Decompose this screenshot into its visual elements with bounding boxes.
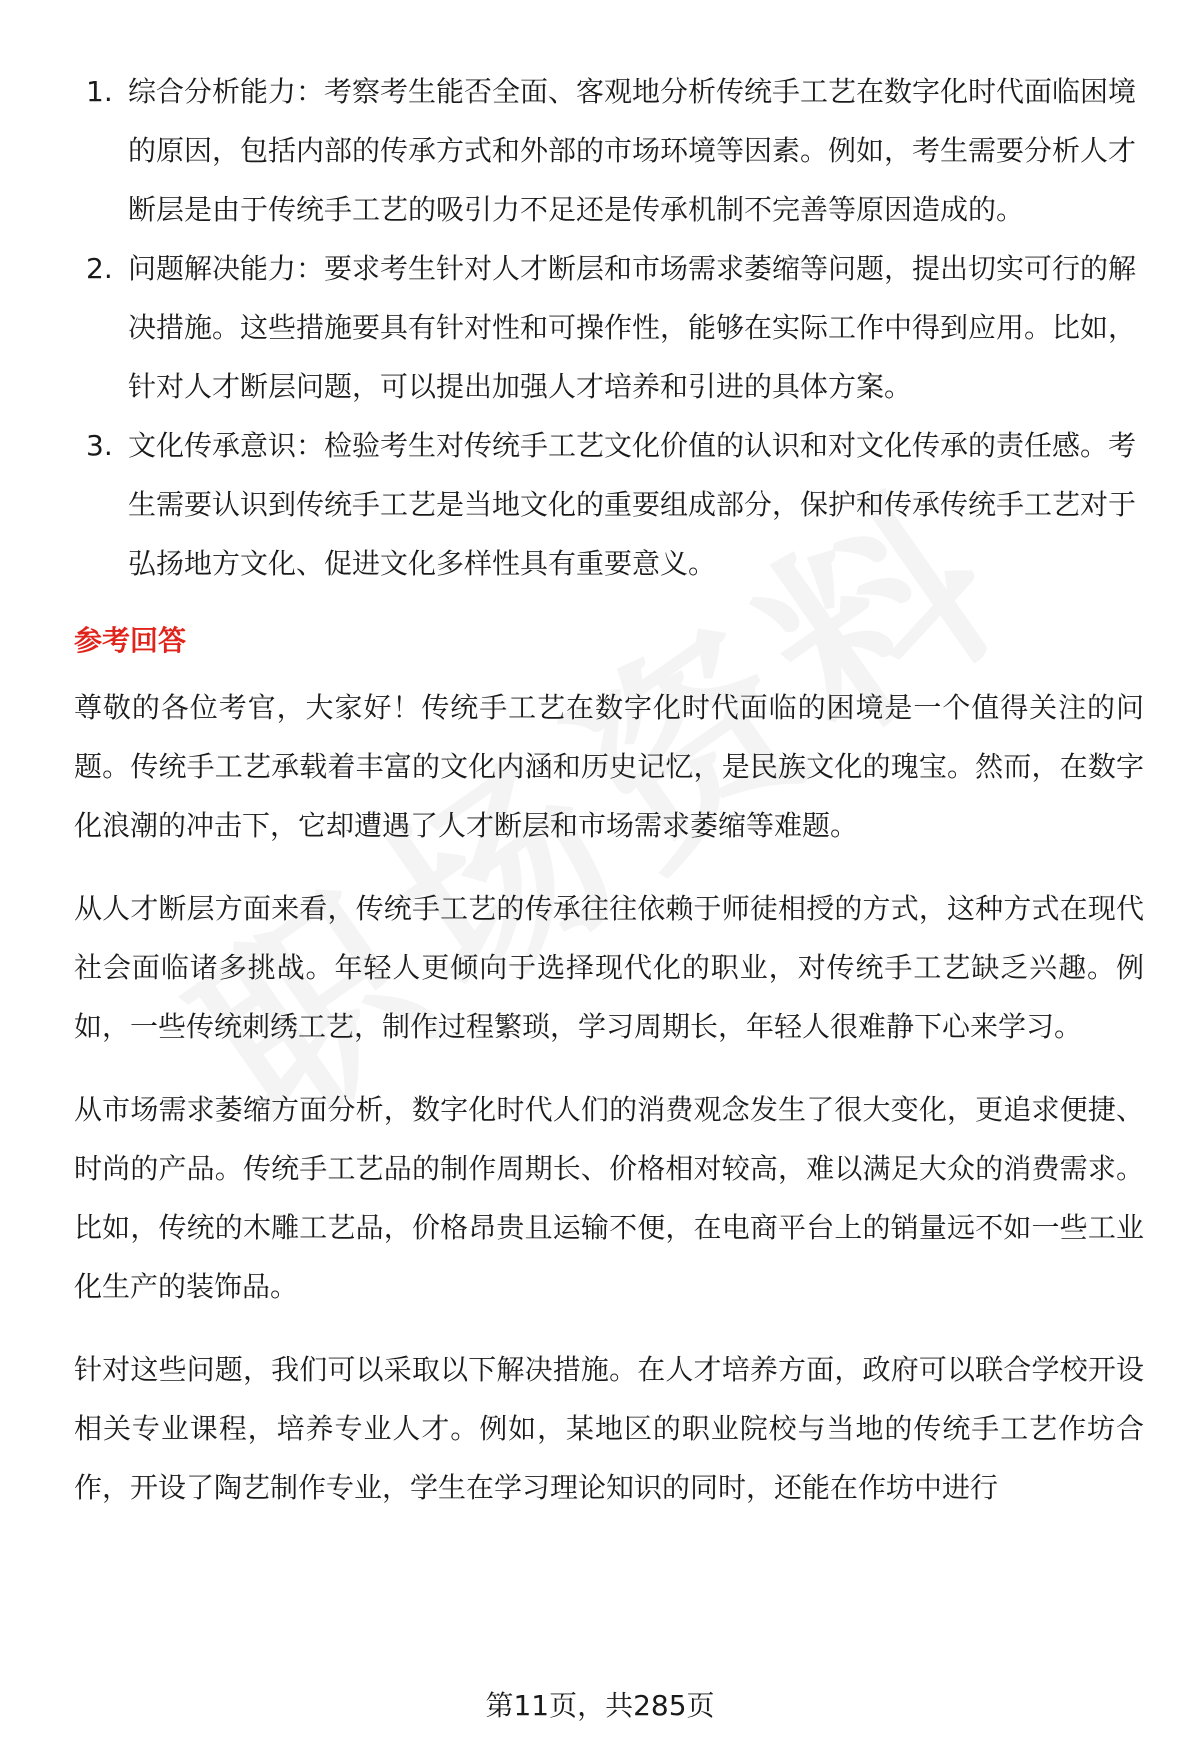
- evaluation-points-list: [74, 62, 1144, 593]
- list-item: [74, 239, 1144, 416]
- list-item: [74, 416, 1144, 593]
- page-number-footer: 第11页，共285页: [485, 1689, 715, 1722]
- list-item-text: 问题解决能力：要求考生针对人才断层和市场需求萎缩等问题，提出切实可行的解决措施。这些措施要具有针对性和可操作性，能够在实际工作中得到应用。比如，针对人才断层问题，可以提出加强人才培养和引进的具体方案。: [128, 252, 1137, 403]
- list-item: [74, 62, 1144, 239]
- paragraph: 针对这些问题，我们可以采取以下解决措施。在人才培养方面，政府可以联合学校开设相关专业课程，培养专业人才。例如，某地区的职业院校与当地的传统手工艺作坊合作，开设了陶艺制作专业，学生在学习理论知识的同时，还能在作坊中进行: [74, 1353, 1144, 1504]
- section-title-reference-answer: 参考回答: [74, 624, 187, 657]
- list-item-number: 2.: [86, 252, 113, 285]
- list-item-number: 1.: [86, 75, 113, 108]
- paragraph: 从市场需求萎缩方面分析，数字化时代人们的消费观念发生了很大变化，更追求便捷、时尚的产品。传统手工艺品的制作周期长、价格相对较高，难以满足大众的消费需求。比如，传统的木雕工艺品，价格昂贵且运输不便，在电商平台上的销量远不如一些工业化生产的装饰品。: [74, 1093, 1144, 1303]
- paragraph: 尊敬的各位考官，大家好！传统手工艺在数字化时代面临的困境是一个值得关注的问题。传统手工艺承载着丰富的文化内涵和历史记忆，是民族文化的瑰宝。然而，在数字化浪潮的冲击下，它却遭遇了人才断层和市场需求萎缩等难题。: [74, 691, 1144, 842]
- paragraph: 从人才断层方面来看，传统手工艺的传承往往依赖于师徒相授的方式，这种方式在现代社会面临诸多挑战。年轻人更倾向于选择现代化的职业，对传统手工艺缺乏兴趣。例如，一些传统刺绣工艺，制作过程繁琐，学习周期长，年轻人很难静下心来学习。: [74, 892, 1144, 1043]
- list-item-text: 文化传承意识：检验考生对传统手工艺文化价值的认识和对文化传承的责任感。考生需要认识到传统手工艺是当地文化的重要组成部分，保护和传承传统手工艺对于弘扬地方文化、促进文化多样性具有重要意义。: [128, 429, 1137, 580]
- list-item-text: 综合分析能力：考察考生能否全面、客观地分析传统手工艺在数字化时代面临困境的原因，包括内部的传承方式和外部的市场环境等因素。例如，考生需要分析人才断层是由于传统手工艺的吸引力不足还是传承机制不完善等原因造成的。: [128, 75, 1137, 226]
- document-body: [74, 62, 1144, 1541]
- list-item-number: 3.: [86, 429, 113, 462]
